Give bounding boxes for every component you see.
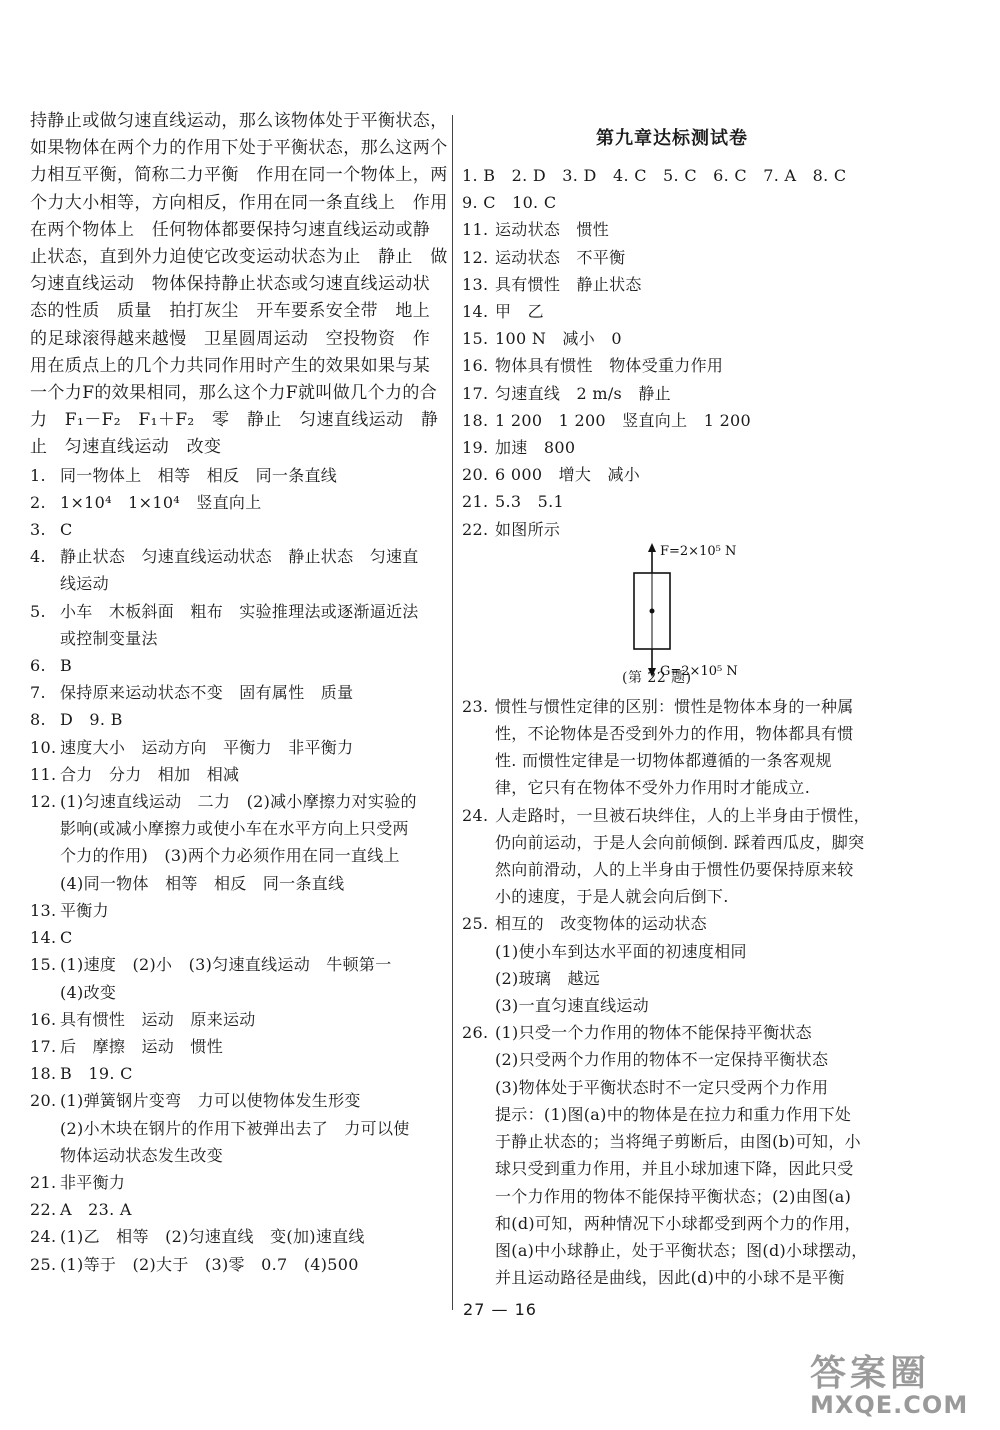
intro-line: 一个力F的效果相同，那么这个力F就叫做几个力的合 [30,383,438,404]
answer-number: 22. [30,1200,57,1220]
answer-number: 15. [30,955,57,975]
answer-line: 后 摩擦 运动 惯性 [60,1036,224,1056]
answer-body [495,325,882,352]
answer-number: 25. [462,914,489,934]
answer-line: 线运动 [60,574,109,594]
answer-item [30,1060,445,1087]
answer-number: 23. [462,696,489,716]
answer-item [30,516,445,543]
answer-body [495,516,882,543]
answer-body [60,516,445,543]
answer-body [60,1169,445,1196]
answer-body [60,1251,445,1278]
answer-line: 5.3 5.1 [495,492,564,512]
answer-number: 2. [30,492,46,512]
answer-item [462,488,882,515]
answer-body [60,761,445,788]
answer-line: 非平衡力 [60,1172,126,1192]
answer-item [462,189,882,216]
answer-line: 人走路时，一旦被石块绊住，人的上半身由于惯性， [495,805,870,825]
answer-line: (1)等于 (2)大于 (3)零 0.7 (4)500 [60,1254,359,1274]
answer-body [495,298,882,325]
force-down-label: G=2×10⁵ N [660,663,738,679]
answer-number: 10. [30,737,57,757]
intro-line: 的足球滚得越来越慢 卫星圆周运动 空投物资 作 [30,328,431,349]
answer-body [60,1223,445,1250]
answer-line: 合力 分力 相加 相减 [60,764,240,784]
answer-line: 和(d)可知，两种情况下小球都受到两个力的作用， [495,1213,861,1233]
answer-line: C [60,928,73,948]
answer-line: 保持原来运动状态不变 固有属性 质量 [60,683,354,703]
intro-paragraph [30,108,448,462]
answer-line: 并且运动路径是曲线，因此(d)中的小球不是平衡 [495,1268,845,1288]
answer-body [495,693,882,802]
answer-line: (1)使小车到达水平面的初速度相同 [495,941,747,961]
figure-caption: (第 22 题) [622,669,692,686]
answer-line: 速度大小 运动方向 平衡力 非平衡力 [60,737,354,757]
answer-line: 然向前滑动，人的上半身由于惯性仍要保持原来较 [495,860,854,880]
right-answer-list-a [462,162,882,543]
answer-body [60,706,445,733]
answer-line: 1. B 2. D 3. D 4. C 5. C 6. C 7. A 8. C [462,166,847,185]
answer-item [30,489,445,516]
intro-line: 持静止或做匀速直线运动，那么该物体处于平衡状态， [30,111,448,131]
answer-line: 物体运动状态发生改变 [60,1145,224,1165]
answer-number: 17. [30,1036,57,1056]
answer-line: 加速 800 [495,438,576,458]
answer-body [495,244,882,271]
answer-line: 于静止状态的；当将绳子剪断后，由图(b)可知，小 [495,1132,861,1152]
watermark-bottom: MXQE.COM [810,1391,969,1419]
answer-item [30,924,445,951]
answer-line: (4)改变 [60,982,117,1002]
answer-item [30,1033,445,1060]
answer-number: 12. [30,792,57,812]
answer-item [462,461,882,488]
answer-body [495,216,882,243]
answer-line: 影响(或减小摩擦力或使小车在水平方向上只受两 [60,819,409,839]
answer-line: (1)弹簧钢片变弯 力可以使物体发生形变 [60,1091,361,1111]
answer-line: 如图所示 [495,519,561,539]
answer-body [495,910,882,1019]
answer-body [495,488,882,515]
column-divider [452,115,453,1310]
answer-item [462,162,882,189]
answer-body [60,924,445,951]
answer-line: 同一物体上 相等 相反 同一条直线 [60,465,338,485]
answer-item [30,1169,445,1196]
answer-number: 18. [462,410,489,430]
watermark-top: 答案圈 [810,1353,931,1394]
answer-line: 图(a)中小球静止，处于平衡状态；图(d)小球摆动， [495,1240,868,1260]
answer-item [30,543,445,597]
answer-number: 14. [30,928,57,948]
answer-line: 一个力作用的物体不能保持平衡状态；(2)由图(a) [495,1186,852,1206]
answer-item [462,910,882,1019]
answer-item [462,802,882,911]
left-answer-list [30,462,445,1278]
answer-item [30,679,445,706]
watermark-logo [810,1345,990,1423]
answer-item [462,216,882,243]
answer-number: 3. [30,520,46,540]
answer-item [30,1196,445,1223]
answer-number: 24. [30,1227,57,1247]
answer-item [30,1251,445,1278]
answer-body [60,1006,445,1033]
answer-item [462,244,882,271]
chapter-title: 第九章达标测试卷 [596,128,748,149]
answer-item [30,897,445,924]
answer-item [462,298,882,325]
answer-number: 15. [462,329,489,349]
answer-number: 21. [30,1172,57,1192]
answer-item [462,407,882,434]
answer-item [462,693,882,802]
answer-line: 运动状态 不平衡 [495,247,626,267]
answer-line: (3)物体处于平衡状态时不一定只受两个力作用 [495,1077,829,1097]
answer-number: 20. [30,1091,57,1111]
answer-item [462,271,882,298]
intro-line: 态的性质 质量 拍打灰尘 开车要系安全带 地上 [30,301,431,322]
answer-line: 物体具有惯性 物体受重力作用 [495,356,724,376]
answer-item [30,788,445,897]
page-number: 27 — 16 [463,1300,537,1319]
answer-line: (1)速度 (2)小 (3)匀速直线运动 牛顿第一 [60,955,392,975]
answer-number: 11. [462,220,489,240]
answer-body [462,189,882,216]
answer-body [60,1196,445,1223]
answer-item [462,352,882,379]
intro-line: 在两个物体上 任何物体都要保持匀速直线运动或静 [30,219,431,240]
answer-item [462,325,882,352]
answer-item [30,706,445,733]
answer-body [60,897,445,924]
intro-line: 个力大小相等，方向相反，作用在同一条直线上 作用 [30,192,448,213]
answer-item [30,1006,445,1033]
answer-number: 16. [462,356,489,376]
answer-number: 16. [30,1009,57,1029]
answer-body [60,679,445,706]
answer-body [495,461,882,488]
answer-body [495,1019,882,1291]
answer-body [495,271,882,298]
answer-number: 13. [462,274,489,294]
answer-item [30,598,445,652]
answer-body [60,1060,445,1087]
intro-line: 力 F₁－F₂ F₁＋F₂ 零 静止 匀速直线运动 静 [30,410,439,431]
answer-body [60,543,445,597]
answer-number: 4. [30,547,46,567]
answer-line: 性. 而惯性定律是一切物体都遵循的一条客观规 [495,751,832,771]
answer-line: 球只受到重力作用，并且小球加速下降，因此只受 [495,1159,854,1179]
answer-number: 14. [462,302,489,322]
force-up-label: F=2×10⁵ N [660,543,737,559]
answer-body [60,1033,445,1060]
arrow-up-icon [648,543,656,552]
answer-number: 18. [30,1064,57,1084]
answer-item [30,761,445,788]
answer-line: 具有惯性 运动 原来运动 [60,1009,256,1029]
answer-body [60,489,445,516]
answer-number: 21. [462,492,489,512]
answer-line: 提示：(1)图(a)中的物体是在拉力和重力作用下处 [495,1104,852,1124]
answer-body [462,162,882,189]
answer-line: 具有惯性 静止状态 [495,274,642,294]
answer-line: (2)只受两个力作用的物体不一定保持平衡状态 [495,1050,829,1070]
answer-line: 或控制变量法 [60,628,158,648]
answer-line: (1)只受一个力作用的物体不能保持平衡状态 [495,1023,812,1043]
answer-line: 律，它只有在物体不受外力作用时才能成立. [495,778,811,798]
answer-number: 5. [30,601,46,621]
answer-body [60,734,445,761]
intro-line: 止状态，直到外力迫使它改变运动状态为止 静止 做 [30,247,448,268]
answer-number: 24. [462,805,489,825]
answer-body [495,352,882,379]
center-dot [650,608,655,613]
answer-number: 13. [30,900,57,920]
answer-line: D 9. B [60,710,123,730]
answer-number: 19. [462,438,489,458]
answer-number: 22. [462,519,489,539]
answer-line: 1 200 1 200 竖直向上 1 200 [495,410,752,430]
answer-line: A 23. A [60,1200,132,1220]
answer-item [462,434,882,461]
right-column [462,108,882,1291]
answer-item [30,1087,445,1169]
answer-body [60,1087,445,1169]
answer-body [60,951,445,1005]
answer-body [60,598,445,652]
intro-line: 如果物体在两个力的作用下处于平衡状态，那么这两个 [30,138,448,159]
answer-number: 17. [462,383,489,403]
answer-line: 匀速直线 2 m/s 静止 [495,383,671,403]
answer-item [30,734,445,761]
left-column [30,108,448,1278]
answer-line: (2)小木块在钢片的作用下被弹出去了 力可以使 [60,1118,410,1138]
answer-number: 26. [462,1023,489,1043]
answer-line: C [60,520,73,540]
answer-line: 1×10⁴ 1×10⁴ 竖直向上 [60,492,262,512]
force-diagram [462,543,882,693]
answer-body [60,788,445,897]
answer-line: 小的速度，于是人就会向后倒下. [495,887,729,907]
answer-item [462,516,882,543]
answer-number: 1. [30,465,46,485]
answer-line: (1)匀速直线运动 二力 (2)减小摩擦力对实验的 [60,792,417,812]
answer-line: 仍向前运动，于是人会向前倾倒. 踩着西瓜皮，脚突 [495,832,865,852]
intro-line: 止 匀速直线运动 改变 [30,437,222,458]
answer-number: 11. [30,764,57,784]
answer-line: 平衡力 [60,900,109,920]
answer-body [60,462,445,489]
answer-line: (4)同一物体 相等 相反 同一条直线 [60,873,345,893]
answer-number: 20. [462,465,489,485]
answer-item [30,462,445,489]
answer-line: 9. C 10. C [462,193,557,213]
answer-line: 性，不论物体是否受到外力的作用，物体都具有惯 [495,724,854,744]
answer-number: 25. [30,1254,57,1274]
answer-line: B [60,656,73,676]
answer-item [30,951,445,1005]
answer-number: 8. [30,710,46,730]
answer-body [495,407,882,434]
intro-line: 力相互平衡，简称二力平衡 作用在同一个物体上，两 [30,165,448,186]
answer-number: 7. [30,683,46,703]
intro-line: 匀速直线运动 物体保持静止状态或匀速直线运动状 [30,274,431,295]
intro-line: 用在质点上的几个力共同作用时产生的效果如果与某 [30,355,431,376]
answer-body [495,434,882,461]
answer-body [495,380,882,407]
answer-body [495,802,882,911]
answer-line: (1)乙 相等 (2)匀速直线 变(加)速直线 [60,1227,365,1247]
answer-item [462,380,882,407]
answer-line: 惯性与惯性定律的区别：惯性是物体本身的一种属 [495,696,854,716]
answer-line: (3)一直匀速直线运动 [495,996,649,1016]
answer-line: 甲 乙 [495,302,544,322]
answer-item [462,1019,882,1291]
answer-line: 个力的作用) (3)两个力必须作用在同一直线上 [60,846,400,866]
answer-line: 小车 木板斜面 粗布 实验推理法或逐渐逼近法 [60,601,419,621]
answer-number: 12. [462,247,489,267]
right-answer-list-b [462,693,882,1291]
answer-line: 100 N 减小 0 [495,329,622,349]
answer-line: 6 000 增大 减小 [495,465,641,485]
answer-line: 相互的 改变物体的运动状态 [495,914,707,934]
answer-body [60,652,445,679]
answer-line: B 19. C [60,1064,133,1084]
answer-item [30,652,445,679]
answer-line: (2)玻璃 越远 [495,968,601,988]
answer-number: 6. [30,656,46,676]
answer-line: 静止状态 匀速直线运动状态 静止状态 匀速直 [60,547,419,567]
answer-line: 运动状态 惯性 [495,220,610,240]
answer-item [30,1223,445,1250]
